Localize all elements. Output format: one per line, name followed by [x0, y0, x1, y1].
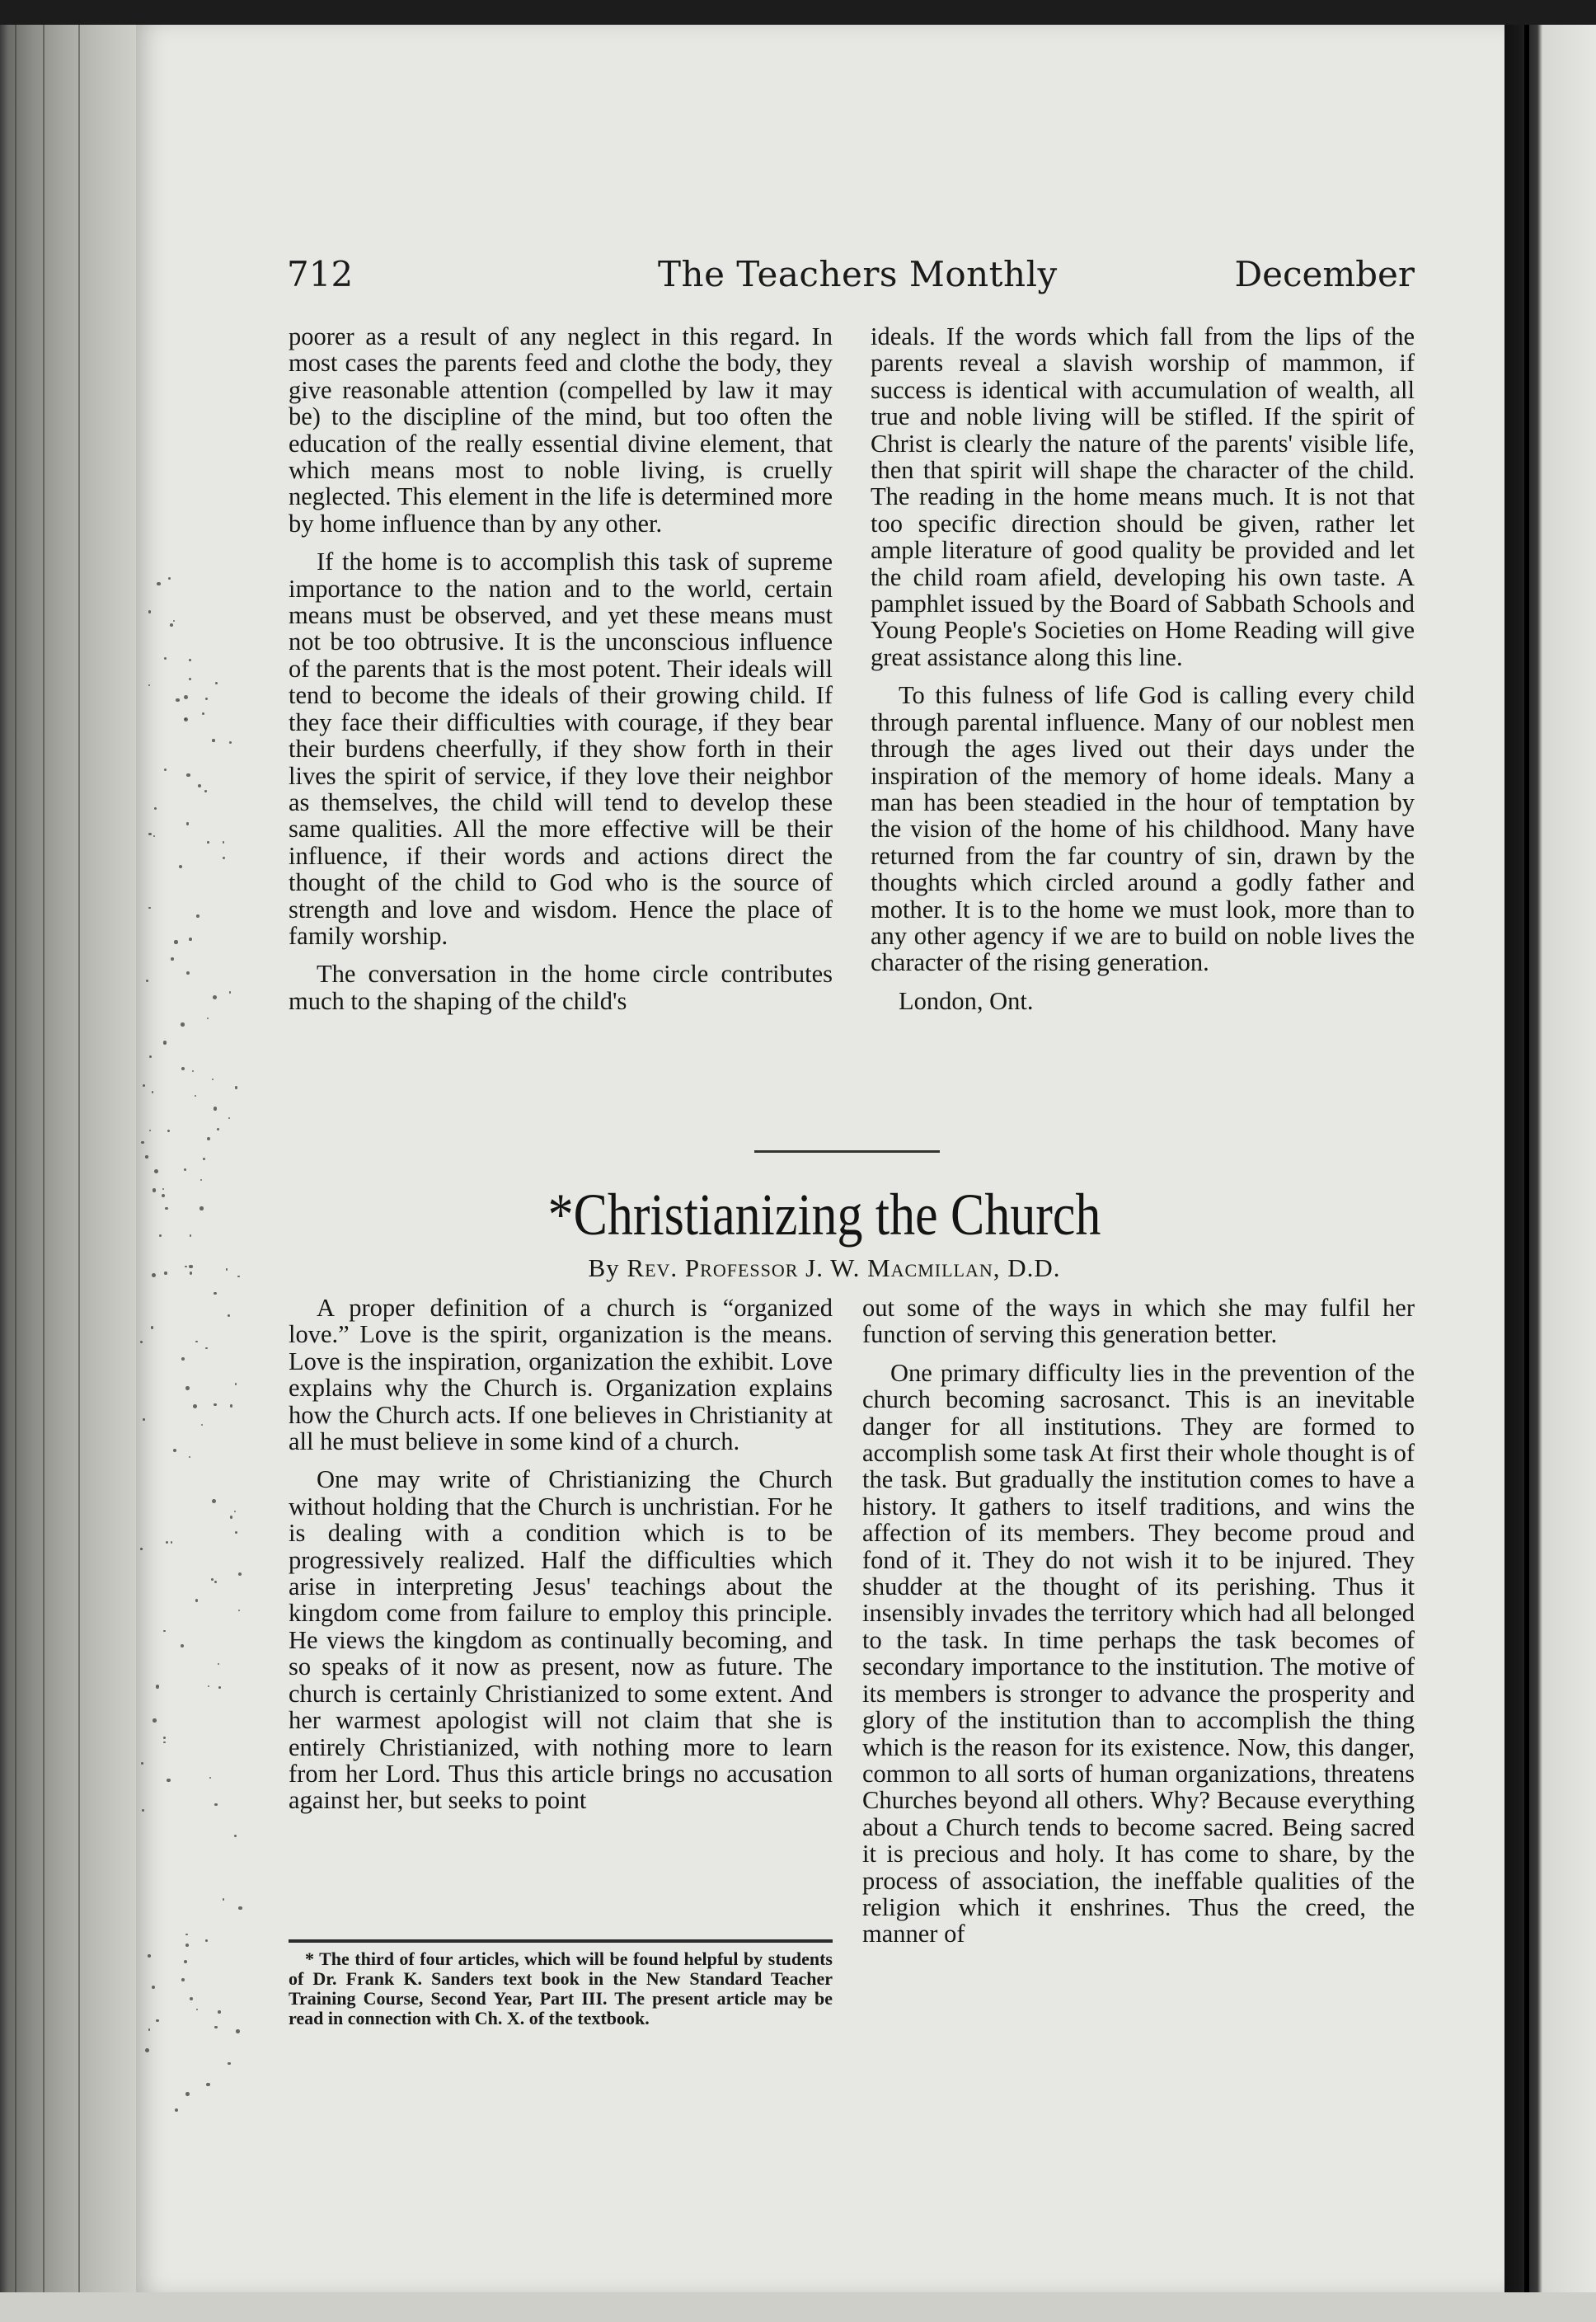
page-edge-line [78, 25, 80, 2292]
author-location: London, Ont. [899, 986, 1034, 1015]
speck [215, 682, 218, 684]
speck [190, 1234, 192, 1237]
speck [176, 698, 180, 703]
speck [218, 1686, 221, 1689]
speck [189, 1456, 190, 1458]
speck [148, 1954, 151, 1958]
speck [154, 1169, 158, 1173]
speck [157, 582, 161, 586]
book-right-page-edge [1504, 25, 1596, 2292]
speck [229, 991, 231, 993]
speck [152, 1091, 153, 1093]
speck [203, 1158, 205, 1160]
speck [189, 678, 191, 680]
book-left-page-edges [0, 25, 136, 2292]
speck [185, 1944, 189, 1947]
paragraph: ideals. If the words which fall from the lips of the parents reveal a slavish worship of mammon, if success is identical with accumulation of wealth, all true and noble living will be stifled. If the spirit of Christ is clearly the nature of the parents' visible life, then that spirit will shape the character of the child. The reading in the home means much. It is not that too specific direction should be given, rather let ample literature of good quality be provided and let the child roam afield, developing his own taste. A pamphlet issued by the Board of Sabbath Schools and Young People's Societies on Home Reading will give great assistance along this line. [871, 322, 1415, 671]
speck [173, 1449, 176, 1452]
speck [148, 2028, 151, 2031]
issue-month: December [1234, 254, 1415, 294]
article-column-right [862, 1295, 1415, 1948]
speck [193, 1404, 197, 1408]
speck [195, 1599, 198, 1601]
prev-article-column-right [871, 323, 1415, 1014]
speck [162, 1194, 165, 1197]
speck [185, 2092, 190, 2096]
footnote-text: * The third of four articles, which will be found helpful by students of Dr. Frank K. Sanders text book in the New Standard Teacher Training Course, Second Year, Part III. The present article may be read in connection with Ch. X. of the textbook. [289, 1948, 833, 2028]
speck [153, 1718, 157, 1723]
speck [184, 695, 188, 699]
speck [205, 1347, 207, 1349]
speck [195, 1341, 198, 1343]
speck [207, 1137, 210, 1140]
speck [235, 1383, 237, 1384]
byline-author: Rev. Professor J. W. Macmillan, D.D. [627, 1253, 1061, 1282]
speck [212, 1499, 216, 1503]
speck [156, 1685, 159, 1688]
speck [181, 1022, 184, 1026]
paragraph: One may write of Christianizing the Church without holding that the Church is unchristian. For he is dealing with a condition which is to be progressively realized. Half the difficulties which arise in interpreting Jesus' teachings about the kingdom come from failure to employ this principle. He views the kingdom as continually becoming, and so speaks of it now as present, now as future. The church is certainly Christianized to some extent. And her warmest apologist will not claim that she is entirely Christianized, with nothing more to learn from her Lord. Thus this article brings no accusation against her, but seeks to point [289, 1465, 833, 1815]
speck [163, 1630, 165, 1632]
speck [189, 938, 192, 941]
speck [165, 1207, 168, 1210]
speck [141, 1141, 144, 1145]
speck [235, 1086, 237, 1088]
speck [218, 2010, 221, 2014]
speck [214, 2026, 217, 2028]
paragraph: A proper definition of a church is “organized love.” Love is the spirit, organization is the means. Love is the inspiration, organization the exhibit. Love explains why the Church is. Organization explains how the Church acts. If one believes in Christianity at all he must believe in some kind of a church. [289, 1294, 833, 1456]
speck [228, 2062, 230, 2065]
speck [238, 1906, 242, 1910]
scan-bottom-edge [0, 2292, 1596, 2322]
speck [148, 610, 152, 613]
speck [189, 659, 191, 661]
speck [228, 1314, 230, 1317]
paragraph: To this fulness of life God is calling every child through parental influence. Many of our noblest men through the ages lived out their days under the inspiration of the memory of home ideals. Many a man has been steadied in the hour of temptation by the vision of the home of his childhood. Many have returned from the far country of sin, drawn by the thoughts which circled around a godly father and mother. It is to the home we must look, more than to any other agency if we are to build on noble lives the character of the rising generation. [871, 681, 1415, 977]
journal-title: The Teachers Monthly [658, 254, 1058, 294]
speck [185, 1934, 187, 1935]
speck [163, 1742, 165, 1743]
speck [181, 1067, 185, 1070]
footnote-rule [289, 1939, 833, 1943]
speck [208, 1685, 209, 1687]
speck [181, 1357, 185, 1361]
speck [214, 1107, 218, 1111]
paragraph: One primary difficulty lies in the prevention of the church becoming sacrosanct. This is an inevitable danger for all institutions. They are formed to accomplish some task At first their whole thought is of the task. But gradually the institution comes to have a history. It gathers to itself traditions, and wins the affection of its members. They become proud and fond of it. They do not wish it to be injured. They shudder at the thought of its perishing. Thus it insensibly invades the territory which had all belonged to the task. In time perhaps the task becomes of secondary importance to the institution. The motive of its members is stronger to advance the prosperity and glory of the institution than to accomplish the thing which is the reason for its existence. Now, this danger, common to all sorts of human organizations, threatens Churches beyond all others. Why? Because everything about a Church tends to become sacred. Being sacred it is precious and holy. It has come to share, by the process of association, the ineffable qualities of the religion which it enshrines. Thus the creed, the manner of [862, 1358, 1415, 1948]
speck [213, 995, 217, 999]
speck [186, 773, 190, 777]
speck [163, 1041, 167, 1044]
speck [230, 1516, 232, 1518]
speck [145, 1155, 148, 1158]
speck [190, 1271, 193, 1275]
page-edge-line [15, 25, 16, 2292]
page-number: 712 [287, 254, 354, 294]
speck [171, 957, 174, 961]
section-divider [754, 1150, 940, 1153]
speck [223, 1898, 224, 1900]
paragraph: The conversation in the home circle contributes much to the shaping of the child's [289, 960, 833, 1015]
speck [205, 1939, 208, 1942]
speck [186, 971, 190, 975]
speck [201, 1424, 203, 1426]
speck [143, 1084, 145, 1087]
gutter-shadow [1524, 25, 1529, 2292]
article-title: *Christianizing the Church [547, 1182, 1101, 1248]
paragraph: If the home is to accomplish this task of supreme importance to the nation and to the world, certain means must be observed, and yet these means must not be too obtrusive. It is the unconscious influence of the parents that is the most potent. Their ideals will tend to become the ideals of their growing child. If they face their difficulties with courage, if they bear their burdens cheerfully, if they show forth in their lives the spirit of service, if they love their neighbor as themselves, the child will tend to develop these same qualities. All the more effective will be their influence, if their words and actions direct the thought of the child to God who is the source of strength and love and wisdom. Hence the place of family worship. [289, 548, 833, 950]
speck [236, 2029, 240, 2033]
speck [214, 1803, 218, 1807]
article-byline [495, 1253, 1154, 1283]
byline-prefix: By [588, 1253, 620, 1282]
speck [212, 739, 214, 741]
speck [151, 1326, 153, 1328]
speck [164, 1271, 167, 1275]
speck [212, 1079, 214, 1080]
speck [140, 1548, 142, 1549]
speck [184, 717, 188, 722]
footnote [289, 1949, 833, 2028]
speck [226, 1268, 228, 1270]
speck [186, 822, 189, 825]
speck [223, 841, 224, 843]
article-column-left [289, 1295, 833, 1814]
speck [223, 857, 225, 859]
speck [207, 841, 209, 844]
speck [148, 833, 151, 835]
speck [200, 1206, 203, 1210]
speck [181, 1978, 185, 1981]
speck [174, 940, 177, 943]
scan-top-edge [0, 0, 1596, 25]
speck [230, 1404, 232, 1407]
speck [234, 1835, 237, 1837]
speck [163, 1737, 166, 1739]
page-edge-line [43, 25, 45, 2292]
prev-article-column-left [289, 323, 833, 1014]
paragraph: poorer as a result of any neglect in this regard. In most cases the parents feed and clothe the body, they give reasonable attention (compelled by law it may be) to the discipline of the mind, but too often the education of the really essential divine element, that which means most to noble living, is cruelly neglected. This element in the life is determined more by home influence than by any other. [289, 322, 833, 538]
paragraph: out some of the ways in which she may fulfil her function of serving this generation better. [862, 1294, 1415, 1349]
running-header [287, 251, 1415, 308]
